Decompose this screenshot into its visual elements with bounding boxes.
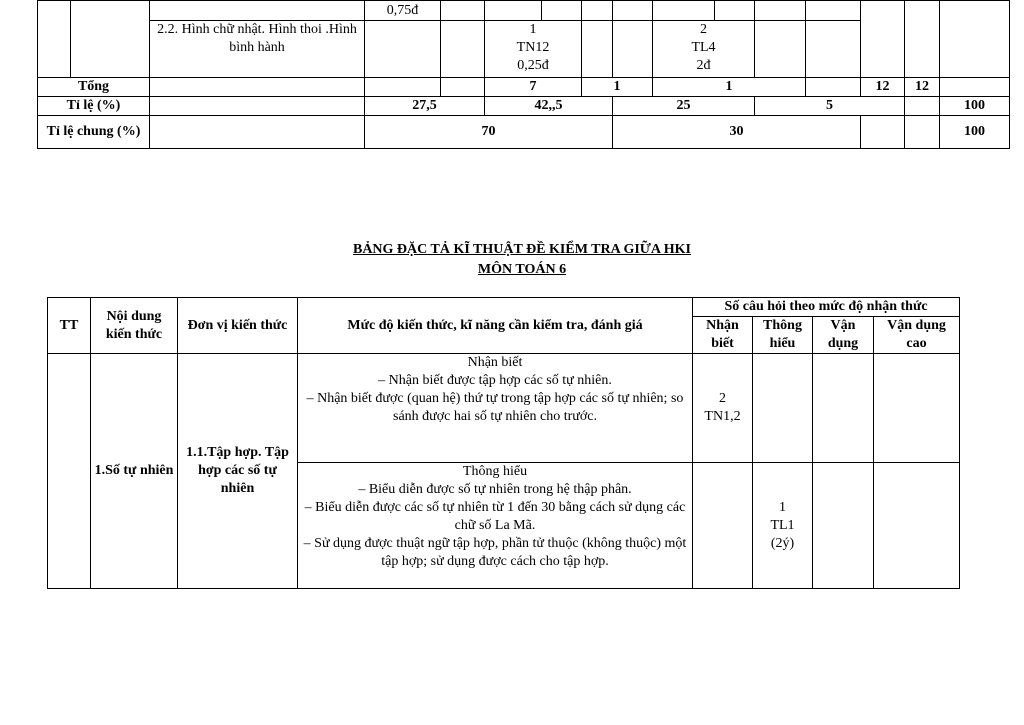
header-recognize: Nhận biết (693, 317, 753, 354)
table-row-total: Tổng 7 1 1 12 12 (38, 78, 1010, 97)
understand-count: 1 TL1 (2ý) (753, 463, 813, 589)
header-unit: Đơn vị kiến thức (178, 298, 298, 354)
ratio-label: Tỉ lệ (%) (38, 97, 150, 116)
document-title: BẢNG ĐẶC TẢ KĨ THUẬT ĐỀ KIỂM TRA GIỮA HKI (352, 242, 691, 257)
table-row (48, 354, 960, 463)
header-row (48, 298, 960, 317)
header-level: Mức độ kiến thức, kĩ năng cần kiểm tra, đánh giá (298, 298, 693, 354)
recognize-count: 2 TN1,2 (693, 354, 753, 463)
total-label: Tổng (38, 78, 150, 97)
content-cell: 1.Số tự nhiên (91, 354, 178, 589)
table-row-ratio-general: Tỉ lệ chung (%) 70 30 100 (38, 116, 1010, 149)
header-understand: Thông hiểu (753, 317, 813, 354)
table-row-ratio: Tỉ lệ (%) 27,5 42,,5 25 5 100 (38, 97, 1010, 116)
header-tt: TT (48, 298, 91, 354)
unit-cell: 1.1.Tập hợp. Tập hợp các số tự nhiên (178, 354, 298, 589)
header-content: Nội dung kiến thức (91, 298, 178, 354)
header-question-count: Số câu hỏi theo mức độ nhận thức (693, 298, 960, 317)
level-description: Thông hiểu – Biểu diễn được số tự nhiên trong hệ thập phân. – Biểu diễn được các số tự nhiên từ 1 đến 30 bằng cách sử dụng các chữ số La Mã. – Sử dụng được thuật ngữ tập hợp, phần tử thuộc (không thuộc) một tập hợp; sử dụng được cách cho tập hợp. (298, 463, 693, 589)
document-subtitle: MÔN TOÁN 6 (477, 262, 567, 277)
summary-table (37, 0, 1010, 149)
cell-tl4: 2 TL4 2đ (653, 21, 755, 78)
level-description: Nhận biết – Nhận biết được tập hợp các số tự nhiên. – Nhận biết được (quan hệ) thứ tự trong tập hợp các số tự nhiên; so sánh được hai số tự nhiên cho trước. (298, 354, 693, 463)
header-apply-high: Vận dụng cao (874, 317, 960, 354)
ratio-general-label: Tỉ lệ chung (%) (38, 116, 150, 149)
cell-tn12: 1 TN12 0,25đ (485, 21, 582, 78)
unit-cell: 2.2. Hình chữ nhật. Hình thoi .Hình bình hành (150, 21, 365, 78)
cell-score: 0,75đ (365, 1, 441, 21)
specification-table (47, 297, 960, 589)
header-apply: Vận dụng (813, 317, 874, 354)
table-row (38, 1, 1010, 21)
